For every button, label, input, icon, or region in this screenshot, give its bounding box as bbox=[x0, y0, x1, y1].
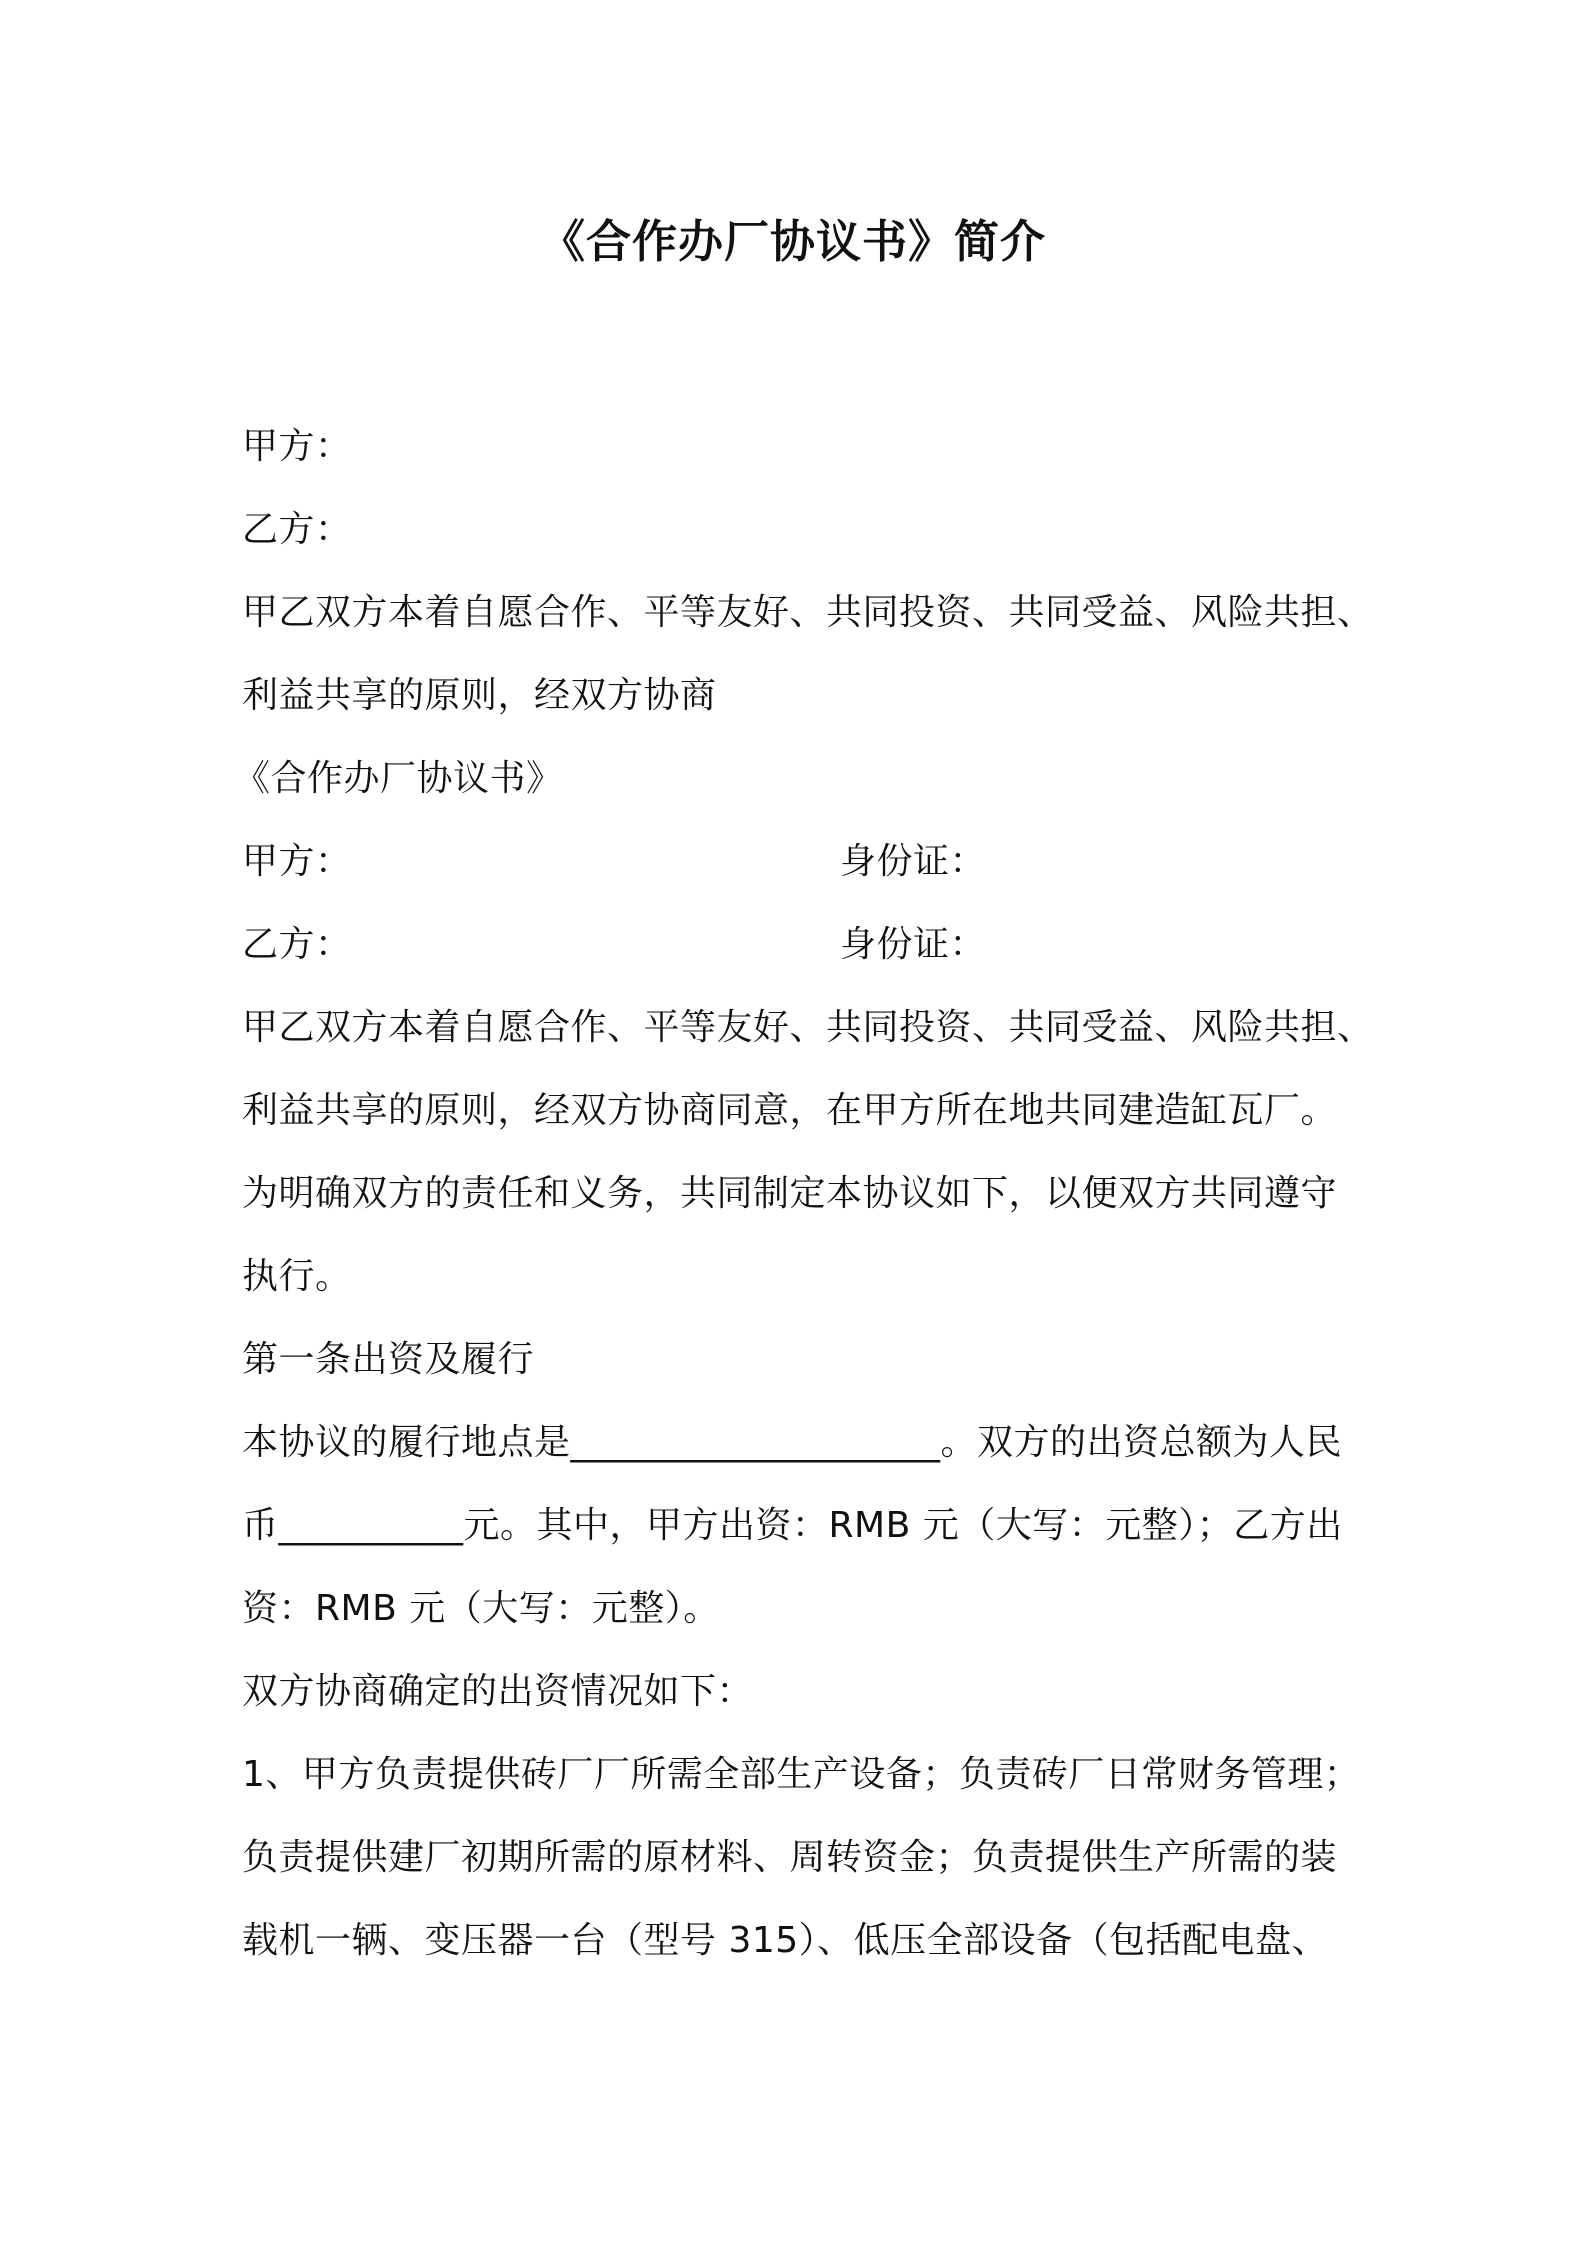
party-a-id-label: 身份证： bbox=[840, 841, 987, 882]
party-b-label: 乙方： bbox=[242, 924, 352, 965]
investment-paragraph-line: 币__________元。其中，甲方出资：RMB 元（大写：元整）；乙方出 bbox=[242, 1505, 1343, 1546]
investment-paragraph-line: 本协议的履行地点是____________________。双方的出资总额为人民 bbox=[242, 1422, 1343, 1463]
investment-paragraph-line: 资：RMB 元（大写：元整）。 bbox=[242, 1588, 720, 1629]
body-paragraph-line: 甲乙双方本着自愿合作、平等友好、共同投资、共同受益、风险共担、 bbox=[242, 1007, 1374, 1048]
intro-paragraph-line: 利益共享的原则，经双方协商 bbox=[242, 675, 717, 716]
document-title: 《合作办厂协议书》简介 bbox=[539, 215, 1046, 268]
body-paragraph-line: 为明确双方的责任和义务，共同制定本协议如下，以便双方共同遵守 bbox=[242, 1173, 1338, 1214]
party-a-label: 甲方： bbox=[242, 426, 352, 467]
agreement-title-line: 《合作办厂协议书》 bbox=[234, 758, 563, 799]
article-heading: 第一条出资及履行 bbox=[242, 1339, 535, 1380]
investment-details-heading: 双方协商确定的出资情况如下： bbox=[242, 1671, 754, 1712]
party-b-row bbox=[242, 903, 1352, 986]
intro-paragraph-line: 甲乙双方本着自愿合作、平等友好、共同投资、共同受益、风险共担、 bbox=[242, 592, 1374, 633]
document-body bbox=[234, 405, 1374, 1982]
party-b-label: 乙方： bbox=[242, 509, 352, 550]
party-b-id-label: 身份证： bbox=[840, 924, 987, 965]
list-item-line: 1、甲方负责提供砖厂厂所需全部生产设备；负责砖厂日常财务管理； bbox=[242, 1754, 1361, 1795]
list-item-line: 载机一辆、变压器一台（型号 315）、低压全部设备（包括配电盘、 bbox=[242, 1920, 1329, 1961]
body-paragraph-line: 执行。 bbox=[242, 1256, 352, 1297]
party-a-row bbox=[242, 820, 1352, 903]
party-a-label: 甲方： bbox=[242, 841, 352, 882]
list-item-line: 负责提供建厂初期所需的原材料、周转资金；负责提供生产所需的装 bbox=[242, 1837, 1338, 1878]
body-paragraph-line: 利益共享的原则，经双方协商同意，在甲方所在地共同建造缸瓦厂。 bbox=[242, 1090, 1338, 1131]
